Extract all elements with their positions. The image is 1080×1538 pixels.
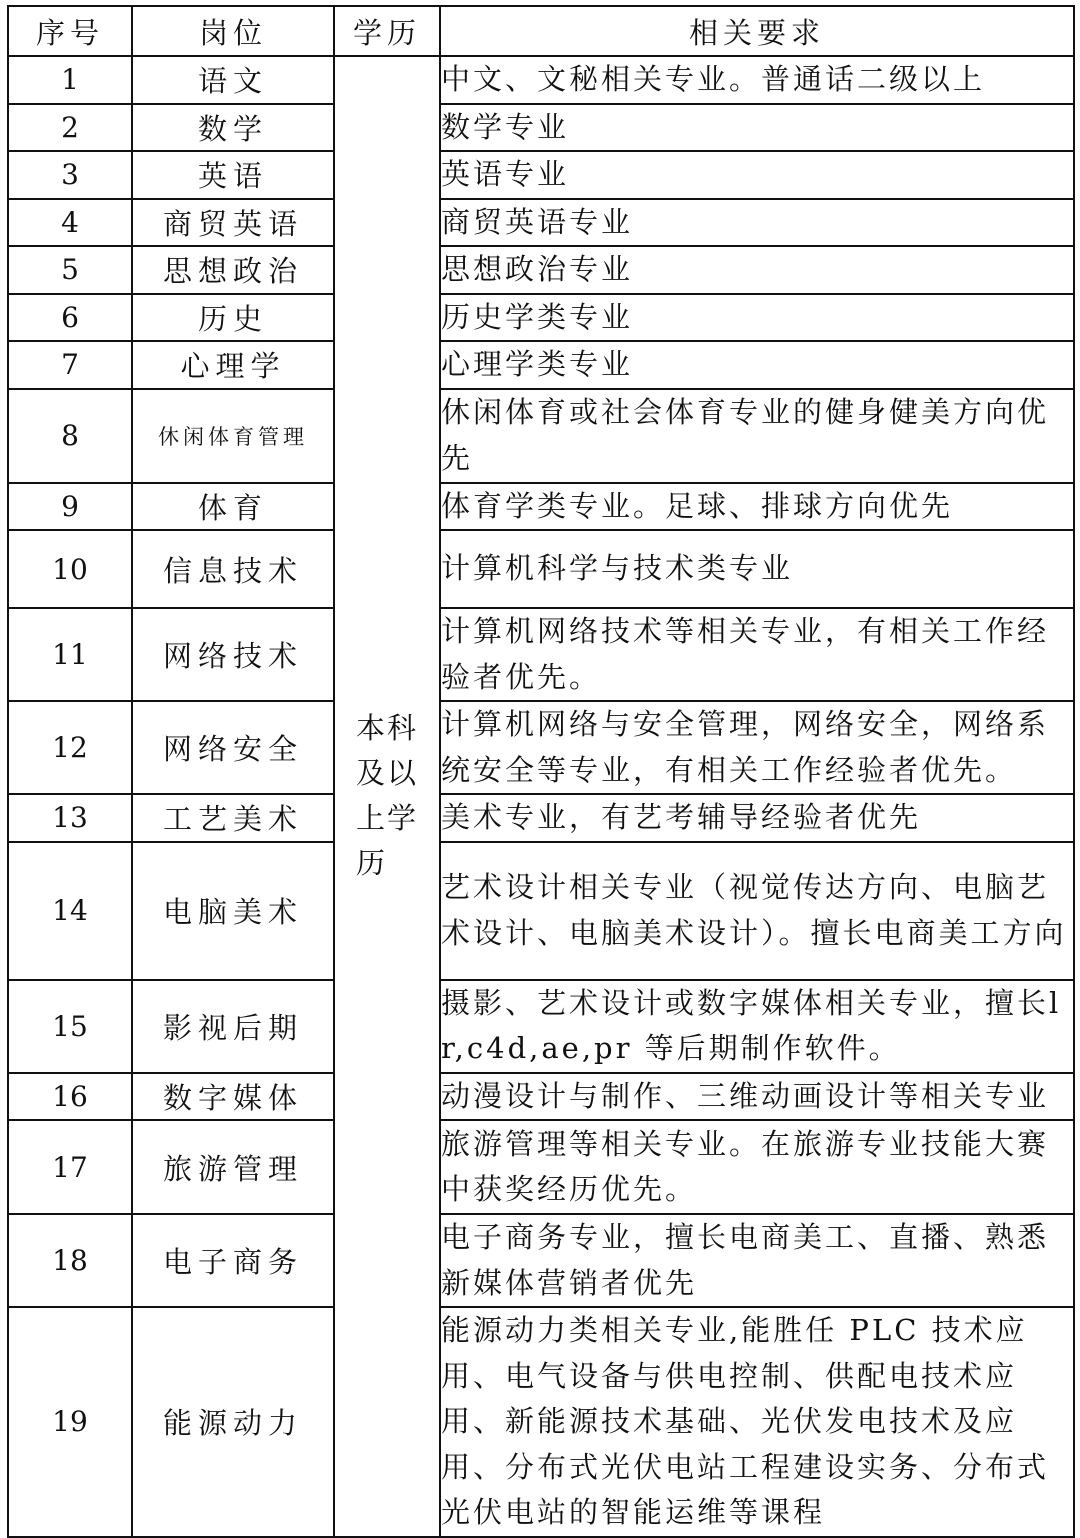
row-no: 5	[8, 246, 132, 294]
table-row	[8, 199, 1074, 247]
row-position: 休闲体育管理	[132, 389, 334, 483]
row-requirements: 心理学类专业	[440, 341, 1074, 389]
row-requirements: 休闲体育或社会体育专业的健身健美方向优先	[440, 389, 1074, 483]
row-position: 心理学	[132, 341, 334, 389]
row-position: 工艺美术	[132, 794, 334, 842]
row-requirements: 旅游管理等相关专业。在旅游专业技能大赛中获奖经历优先。	[440, 1120, 1074, 1214]
row-requirements: 美术专业，有艺考辅导经验者优先	[440, 794, 1074, 842]
header-no: 序号	[8, 6, 132, 56]
row-no: 17	[8, 1120, 132, 1214]
row-position: 英语	[132, 151, 334, 199]
header-education: 学历	[334, 6, 440, 56]
row-no: 18	[8, 1214, 132, 1307]
row-no: 11	[8, 608, 132, 701]
row-position: 数学	[132, 104, 334, 152]
table-row	[8, 980, 1074, 1073]
row-requirements: 数学专业	[440, 104, 1074, 152]
table-row	[8, 608, 1074, 701]
row-no: 1	[8, 56, 132, 104]
row-no: 19	[8, 1307, 132, 1537]
row-requirements: 动漫设计与制作、三维动画设计等相关专业	[440, 1073, 1074, 1121]
row-requirements: 摄影、艺术设计或数字媒体相关专业，擅长lr,c4d,ae,pr 等后期制作软件。	[440, 980, 1074, 1073]
row-position: 体育	[132, 483, 334, 531]
row-no: 7	[8, 341, 132, 389]
row-no: 2	[8, 104, 132, 152]
table-row	[8, 530, 1074, 608]
table-row	[8, 1214, 1074, 1307]
table-row	[8, 389, 1074, 483]
row-requirements: 计算机网络与安全管理，网络安全，网络系统安全等专业，有相关工作经验者优先。	[440, 701, 1074, 794]
table-row	[8, 701, 1074, 794]
row-requirements: 电子商务专业，擅长电商美工、直播、熟悉新媒体营销者优先	[440, 1214, 1074, 1307]
row-no: 10	[8, 530, 132, 608]
row-no: 4	[8, 199, 132, 247]
header-requirements: 相关要求	[440, 6, 1074, 56]
table-row	[8, 483, 1074, 531]
row-position: 语文	[132, 56, 334, 104]
row-no: 8	[8, 389, 132, 483]
row-requirements: 思想政治专业	[440, 246, 1074, 294]
row-requirements: 艺术设计相关专业（视觉传达方向、电脑艺术设计、电脑美术设计）。擅长电商美工方向	[440, 842, 1074, 980]
table-row	[8, 151, 1074, 199]
row-position: 电子商务	[132, 1214, 334, 1307]
row-position: 能源动力	[132, 1307, 334, 1537]
row-no: 13	[8, 794, 132, 842]
row-requirements: 商贸英语专业	[440, 199, 1074, 247]
row-position: 历史	[132, 294, 334, 342]
table-row	[8, 56, 1074, 104]
table-row	[8, 246, 1074, 294]
table-row	[8, 1073, 1074, 1121]
education-value: 本科及以上学历	[356, 711, 419, 881]
row-no: 3	[8, 151, 132, 199]
row-position: 网络技术	[132, 608, 334, 701]
row-requirements: 历史学类专业	[440, 294, 1074, 342]
row-no: 6	[8, 294, 132, 342]
row-position: 电脑美术	[132, 842, 334, 980]
row-requirements: 计算机网络技术等相关专业，有相关工作经验者优先。	[440, 608, 1074, 701]
table-row	[8, 104, 1074, 152]
row-position: 旅游管理	[132, 1120, 334, 1214]
row-no: 15	[8, 980, 132, 1073]
row-position: 数字媒体	[132, 1073, 334, 1121]
row-position: 网络安全	[132, 701, 334, 794]
row-requirements: 计算机科学与技术类专业	[440, 530, 1074, 608]
header-row	[8, 6, 1074, 56]
row-no: 9	[8, 483, 132, 531]
table-row	[8, 1307, 1074, 1537]
row-position: 影视后期	[132, 980, 334, 1073]
table-row	[8, 341, 1074, 389]
row-requirements: 体育学类专业。足球、排球方向优先	[440, 483, 1074, 531]
header-position: 岗位	[132, 6, 334, 56]
row-requirements: 能源动力类相关专业,能胜任 PLC 技术应用、电气设备与供电控制、供配电技术应用、新能源技术基础、光伏发电技术及应用、分布式光伏电站工程建设实务、分布式光伏电站的智能运维等课程	[440, 1307, 1074, 1537]
table-row	[8, 842, 1074, 980]
table-row	[8, 794, 1074, 842]
row-position: 商贸英语	[132, 199, 334, 247]
education-cell	[334, 56, 440, 1537]
table-row	[8, 1120, 1074, 1214]
row-no: 14	[8, 842, 132, 980]
table-row	[8, 294, 1074, 342]
row-position: 思想政治	[132, 246, 334, 294]
row-position: 信息技术	[132, 530, 334, 608]
row-requirements: 中文、文秘相关专业。普通话二级以上	[440, 56, 1074, 104]
row-no: 16	[8, 1073, 132, 1121]
row-no: 12	[8, 701, 132, 794]
recruitment-requirements-table	[7, 5, 1075, 1538]
row-requirements: 英语专业	[440, 151, 1074, 199]
